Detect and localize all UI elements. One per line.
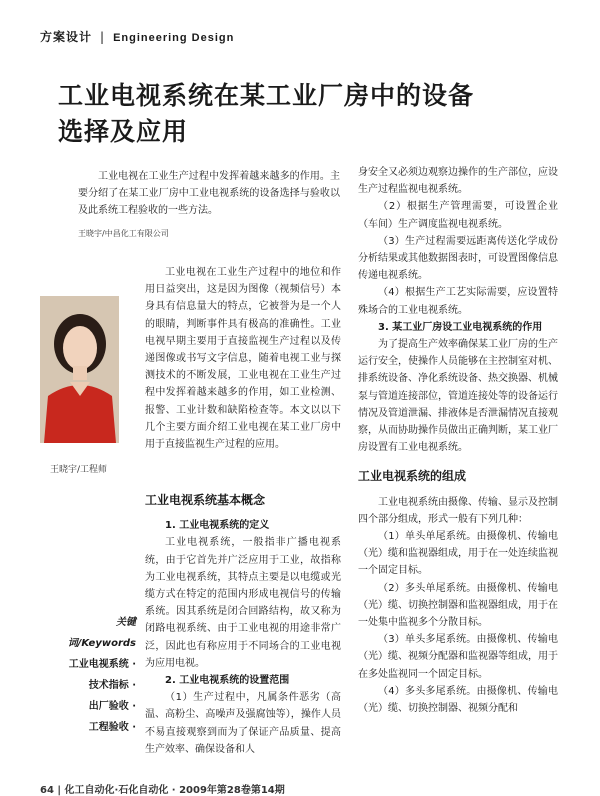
- section-heading: 工业电视系统基本概念: [145, 493, 266, 507]
- article-title: [58, 78, 528, 150]
- right-column: [358, 164, 558, 717]
- section-tag: [40, 28, 234, 45]
- paragraph: （4）根据生产工艺实际需要，应设置特殊场合的工业电视系统。: [358, 287, 558, 316]
- list-item: （3）单头多尾系统。由摄像机、传输电（光）缆、视频分配器和监视器等组成，用于在多处监视同一个固定目标。: [358, 634, 558, 680]
- paragraph: 为了提高生产效率确保某工业厂房的生产运行安全，使操作人员能够在主控制室对机、排系统设备、净化系统设备、热交换器、机械泵与管道连接部位，管道连接处等的设备运行情况及管道泄漏、排液体是否泄漏情况直接观察，从而协助操作员做出正确判断，某工业厂房设置有工业电视系统。: [358, 339, 558, 454]
- subsection-text: （1）生产过程中，凡属条件恶劣（高温、高粉尘、高噪声及强腐蚀等），操作人员不易直接观察到而为了保证产品质量、提高生产效率、确保设备和人: [145, 692, 341, 755]
- photo-caption: 王晓宇/工程师: [50, 465, 108, 475]
- abstract-text: 工业电视在工业生产过程中发挥着越来越多的作用。主要分绍了在某工业厂房中工业电视系统的设备选择与验收以及此系统工程验收的一些方法。: [78, 171, 340, 216]
- section-tag-en: Engineering Design: [113, 32, 235, 44]
- paragraph: （2）根据生产管理需要，可设置企业（车间）生产调度监视电视系统。: [358, 201, 558, 230]
- title-line-1: 工业电视系统在某工业厂房中的设备: [58, 81, 475, 110]
- section-tag-cn: 方案设计: [40, 30, 93, 44]
- keywords-block: [48, 612, 136, 738]
- paragraph: （3）生产过程需要远距离传送化学成份分析结果或其他数据图表时，可设置图像信息传递电视系统。: [358, 235, 558, 282]
- intro-paragraph: [145, 264, 341, 453]
- paragraph: 身安全又必须边观察边操作的生产部位，应设生产过程监视电视系统。: [358, 167, 558, 196]
- subsection-heading: 1. 工业电视系统的定义: [165, 520, 270, 532]
- list-item: （4）多头多尾系统。由摄像机、传输电（光）缆、切换控制器、视频分配和: [358, 685, 558, 715]
- page-footer: 64 | 化工自动化·石化自动化 · 2009年第28卷第14期: [40, 785, 285, 796]
- title-line-2: 选择及应用: [58, 117, 189, 146]
- subsection-heading: 2. 工业电视系统的设置范围: [165, 675, 290, 687]
- author-affiliation: 王晓宇/中昌化工有限公司: [78, 229, 169, 238]
- section-separator: |: [100, 30, 106, 44]
- list-item: （2）多头单尾系统。由摄像机、传输电（光）缆、切换控制器和监视器组成，用于在一处集中监视多个分散目标。: [358, 582, 558, 629]
- paragraph: 工业电视系统由摄像、传输、显示及控制四个部分组成，形式一般有下列几种：: [358, 496, 558, 525]
- keyword: 工程验收 ·: [88, 722, 136, 733]
- subsection-text: 工业电视系统，一般指非广播电视系统，由于它首先并广泛应用于工业，故指称为工业电视系统，其特点主要是以电缆或光缆方式在特定的范围内形成电视信号的传输系统。因其系统是闭合回路结构，故又称为闭路电视系统、由于工业电视的用途非常广泛，因此也有称应用于不同场合的工业电视为应用电视。: [145, 537, 341, 669]
- author-portrait-image: [40, 296, 119, 443]
- abstract: [78, 168, 340, 219]
- intro-text: 工业电视在工业生产过程中的地位和作用日益突出，这是因为图像（视频信号）本身具有信息量大的特点，它被誉为是一个人的眼睛，判断事件具有极高的准确性。工业电视早期主要用于直接监视生产过程以及传递图像或书写文字信息，随着电视工业与探测技术的不断发展，工业电视在工业生产过程中发挥着越来越多的作用，如工业检测、报警、工业计数和缺陷检查等。本文以以下几个主要方面介绍工业电视在某工业厂房中用于直接监视生产过程的应用。: [145, 267, 341, 451]
- section-basic-concept: [145, 486, 341, 758]
- keywords-heading: 关键词/Keywords: [67, 617, 136, 649]
- subsection-heading: 3. 某工业厂房设工业电视系统的作用: [378, 321, 543, 333]
- keyword: 工业电视系统 ·: [68, 659, 136, 670]
- keyword: 出厂验收 ·: [88, 701, 136, 712]
- list-item: （1）单头单尾系统。由摄像机、传输电（光）缆和监视器组成，用于在一处连续监视一个固定目标。: [358, 531, 558, 577]
- section-heading: 工业电视系统的组成: [358, 469, 467, 484]
- keyword: 技术指标 ·: [88, 680, 136, 691]
- author-photo: [40, 296, 119, 443]
